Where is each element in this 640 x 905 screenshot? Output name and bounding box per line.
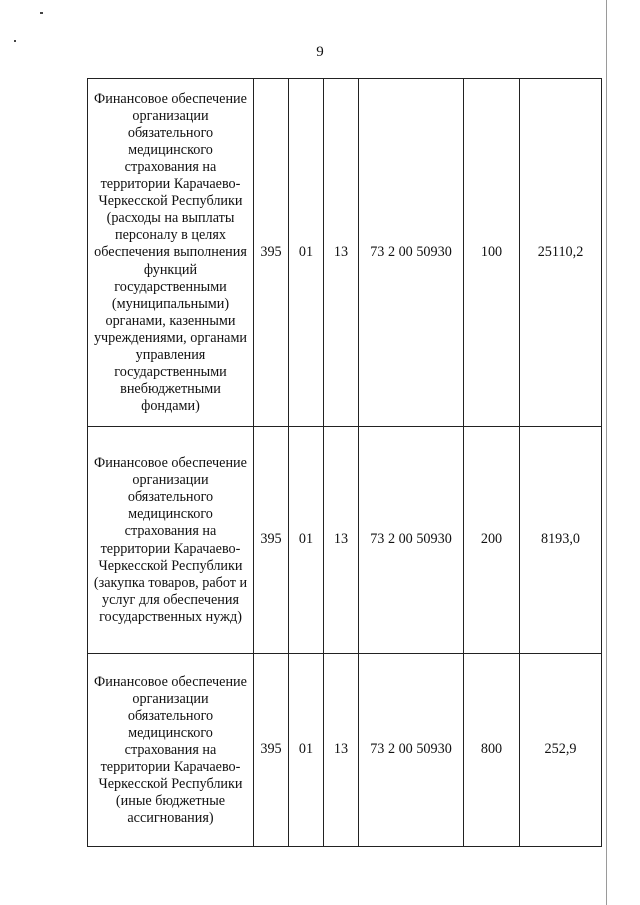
expense-type-cell: 800 — [464, 654, 520, 847]
subsection-code-cell: 13 — [324, 427, 359, 654]
admin-code-cell: 395 — [254, 427, 289, 654]
scan-speck — [40, 12, 43, 14]
target-article-cell: 73 2 00 50930 — [359, 79, 464, 427]
amount-cell: 252,9 — [520, 654, 602, 847]
page-edge-line — [606, 0, 607, 905]
admin-code-cell: 395 — [254, 79, 289, 427]
table-row — [88, 79, 602, 427]
row-description: Финансовое обеспечение организации обязательного медицинского страхования на территории Карачаево-Черкесской Республики (иные бюджетные ассигнования) — [88, 654, 254, 847]
amount-cell: 8193,0 — [520, 427, 602, 654]
subsection-code-cell: 13 — [324, 79, 359, 427]
table-row — [88, 654, 602, 847]
target-article-cell: 73 2 00 50930 — [359, 427, 464, 654]
expense-type-cell: 100 — [464, 79, 520, 427]
admin-code-cell: 395 — [254, 654, 289, 847]
subsection-code-cell: 13 — [324, 654, 359, 847]
target-article-cell: 73 2 00 50930 — [359, 654, 464, 847]
row-description: Финансовое обеспечение организации обязательного медицинского страхования на территории Карачаево-Черкесской Республики (расходы на выплаты персоналу в целях обеспечения выполнения функций государственными (муниципальными) органами, казенными учреждениями, органами управления государственными внебюджетными фондами) — [88, 79, 254, 427]
section-code-cell: 01 — [289, 654, 324, 847]
expense-type-cell: 200 — [464, 427, 520, 654]
amount-cell: 25110,2 — [520, 79, 602, 427]
table-row — [88, 427, 602, 654]
page-number: 9 — [316, 44, 324, 60]
section-code-cell: 01 — [289, 79, 324, 427]
section-code-cell: 01 — [289, 427, 324, 654]
row-description: Финансовое обеспечение организации обязательного медицинского страхования на территории Карачаево-Черкесской Республики (закупка товаров, работ и услуг для обеспечения государственных нужд) — [88, 427, 254, 654]
scan-speck — [14, 40, 16, 42]
budget-table — [87, 78, 602, 847]
